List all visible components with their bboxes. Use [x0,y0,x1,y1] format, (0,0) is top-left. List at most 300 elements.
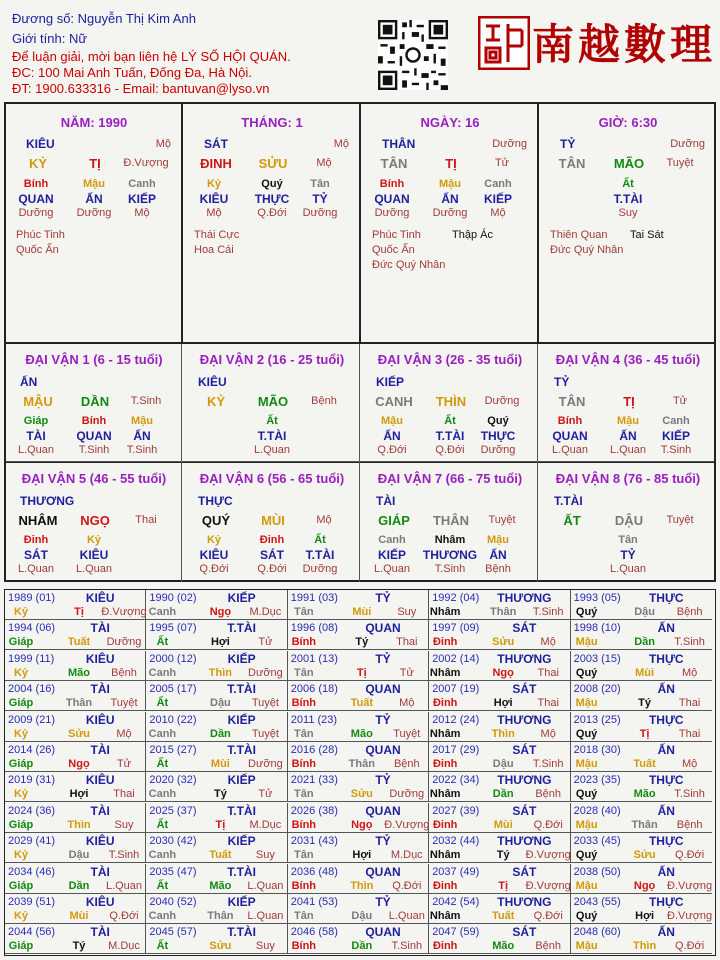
year-truong-sinh: Mộ [681,666,698,679]
year-can: Bính [291,758,317,770]
dai-van-thap-than: ẤN [20,375,38,389]
year-label: 1995 (07) [149,622,197,635]
hidden-stem-truong-sinh: T.Sinh [434,563,466,575]
year-chi: Thìn [491,727,515,740]
year-label: 2023 (35) [573,774,621,787]
year-cell[interactable] [288,864,429,894]
year-cell[interactable] [146,772,287,802]
year-thap-than: ẤN [657,864,675,879]
year-cell[interactable] [571,772,712,802]
year-cell[interactable] [146,803,287,833]
pillar-truong-sinh: Mộ [333,138,349,150]
year-cell[interactable] [5,651,146,681]
pillar-3 [362,104,539,344]
year-cell[interactable] [5,803,146,833]
year-cell[interactable] [5,590,146,620]
year-cell[interactable] [571,803,712,833]
year-thap-than: KIẾP [227,591,256,605]
year-label: 2006 (18) [290,683,338,696]
year-can: Giáp [8,697,34,710]
hidden-stem-thap-than: T.TÀI [305,548,335,562]
year-thap-than: ẤN [657,682,675,697]
year-truong-sinh: Đ.Vượng [667,910,713,922]
dai-van-truong-sinh: Thai [135,514,157,526]
year-thap-than: ẤN [657,621,675,636]
year-label: 2044 (56) [8,926,56,939]
year-cell[interactable] [288,833,429,863]
year-cell[interactable] [429,924,570,954]
dai-van-can: ẤT [563,513,581,528]
pillar-1 [6,104,183,344]
year-chi: Tuất [350,697,373,710]
hidden-stem: Bính [23,178,49,190]
year-thap-than: KIÊU [85,773,115,788]
year-cell[interactable] [288,712,429,742]
year-label: 2018 (30) [573,744,621,756]
year-cell[interactable] [288,742,429,772]
year-can: Canh [148,666,177,679]
year-truong-sinh: Suy [114,818,134,831]
year-cell[interactable] [146,833,287,863]
year-truong-sinh: T.Sinh [532,606,564,618]
year-label: 2046 (58) [290,926,338,939]
pillar-nap-am: Đ.Vượng [123,157,169,169]
hidden-stem: Mậu [617,415,639,427]
hidden-stem-truong-sinh: Mộ [134,207,150,219]
year-chi: Ngọ [68,758,90,770]
year-truong-sinh: Tử [116,758,132,770]
pillar-title: NĂM: 1990 [60,115,128,130]
hidden-stem: Canh [128,178,156,190]
year-chi: Thìn [67,818,91,831]
hidden-stem-thap-than: QUAN [552,429,588,443]
year-cell[interactable] [146,712,287,742]
hidden-stem: Mậu [381,415,403,427]
year-cell[interactable] [146,590,287,620]
pillar-chi: MÃO [613,156,645,171]
year-chi: Dần [351,940,373,953]
year-truong-sinh: L.Quan [247,879,284,892]
year-can: Ất [156,636,169,649]
dai-van-truong-sinh: Bệnh [311,395,337,407]
year-chi: Tị [215,818,226,831]
hidden-stem-truong-sinh: Q.Đới [257,207,287,219]
year-chi: Hợi [352,849,372,862]
year-label: 2008 (20) [573,683,621,696]
hidden-stem: Đinh [23,534,49,546]
year-can: Bính [291,818,317,831]
pillar-4 [540,104,717,344]
year-cell[interactable] [429,772,570,802]
year-cell[interactable] [288,924,429,954]
pillar-chi: SỬU [258,156,288,171]
year-truong-sinh: Q.Đới [109,910,139,922]
year-thap-than: QUAN [365,864,401,879]
year-thap-than: TÀI [90,682,110,697]
year-cell[interactable] [288,894,429,924]
year-thap-than: T.TÀI [227,803,256,818]
year-can: Giáp [8,758,34,770]
year-cell[interactable] [571,924,712,954]
year-cell[interactable] [571,651,712,681]
year-chi: Thân [631,818,658,831]
year-label: 2037 (49) [432,865,480,878]
year-cell[interactable] [571,590,712,620]
year-truong-sinh: Tuyệt [251,697,279,710]
year-can: Quý [575,849,598,862]
hidden-stem: Bính [379,178,405,190]
dai-van-title: ĐẠI VẬN 1 (6 - 15 tuổi) [25,352,163,367]
year-chi: Tị [74,606,84,618]
year-truong-sinh: Mộ [116,727,132,740]
year-thap-than: KIẾP [227,651,256,666]
year-chi: Sửu [492,636,515,649]
year-cell[interactable] [288,590,429,620]
hidden-stem-thap-than: KIÊU [199,192,229,206]
year-chi: Tý [638,697,652,710]
year-label: 2034 (46) [8,865,56,878]
year-truong-sinh: Dưỡng [389,788,425,801]
hidden-stem-thap-than: TỶ [620,548,636,562]
year-thap-than: SÁT [512,743,537,757]
dai-van-chi: TỊ [623,394,635,409]
gender-label: Giới tính: [12,31,66,46]
year-cell[interactable] [146,681,287,711]
year-cell[interactable] [146,651,287,681]
year-thap-than: T.TÀI [227,925,256,940]
year-cell[interactable] [429,651,570,681]
year-cell[interactable] [571,712,712,742]
year-truong-sinh: T.Sinh [391,940,423,953]
hidden-stem: Kỷ [86,534,102,546]
year-thap-than: ẤN [657,803,675,818]
year-cell[interactable] [571,864,712,894]
year-truong-sinh: Tuyệt [393,727,421,740]
year-cell[interactable] [571,742,712,772]
year-cell[interactable] [288,651,429,681]
dai-van-can: KỶ [206,394,226,409]
pillar-can: TÂN [558,156,586,171]
pillar-can: ĐINH [200,156,232,171]
year-label: 2015 (27) [149,744,197,756]
year-chi: Mùi [493,818,513,831]
year-chi: Mão [350,727,373,740]
hidden-stem-thap-than: SÁT [24,548,48,562]
hidden-stem: Mậu [439,178,461,190]
dai-van-truong-sinh: T.Sinh [130,395,162,407]
year-label: 2019 (31) [8,774,56,787]
year-thap-than: SÁT [512,621,537,636]
year-can: Mậu [575,636,598,649]
year-thap-than: KIẾP [227,834,256,849]
pillar-title: NGÀY: 16 [420,115,480,130]
hidden-stem-truong-sinh: T.Sinh [78,444,110,456]
dai-van-truong-sinh: Tuyệt [666,514,694,526]
year-cell[interactable] [429,894,570,924]
year-truong-sinh: M.Dục [390,849,423,862]
hidden-stem-thap-than: KIẾP [377,548,407,562]
year-truong-sinh: M.Dục [249,818,282,831]
year-cell[interactable] [146,924,287,954]
year-can: Giáp [8,940,34,953]
year-can: Ất [156,697,169,710]
year-cell[interactable] [146,620,287,650]
year-can: Canh [148,788,177,801]
year-cell[interactable] [5,864,146,894]
dai-van-thap-than: KIÊU [198,375,227,389]
hidden-stem: Bính [81,415,107,427]
hidden-stem-truong-sinh: Suy [618,207,638,219]
hidden-stem-thap-than: ẤN [489,548,507,562]
year-thap-than: THƯƠNG [497,834,552,849]
dai-van-truong-sinh: Tử [672,395,688,407]
hidden-stem-truong-sinh: Mộ [490,207,506,219]
year-thap-than: THỰC [648,712,684,727]
year-thap-than: KIẾP [227,712,256,727]
hidden-stem-thap-than: KIÊU [199,548,229,562]
year-cell[interactable] [288,803,429,833]
owner-label: Đương số: [12,11,78,26]
dai-van-can: GIÁP [378,513,410,528]
year-can: Quý [575,666,598,679]
year-label: 2047 (59) [432,926,480,939]
dai-van-title: ĐẠI VẬN 8 (76 - 85 tuổi) [555,471,701,486]
year-truong-sinh: Tuyệt [251,727,279,740]
year-label: 2030 (42) [149,835,197,848]
hidden-stem-truong-sinh: L.Quan [551,444,589,456]
dai-van-thap-than: TỶ [554,375,570,389]
year-cell[interactable] [5,620,146,650]
hidden-stem-thap-than: ẤN [441,192,459,206]
year-truong-sinh: Q.Đới [533,910,563,922]
hidden-stem-thap-than: T.TÀI [435,429,465,443]
year-cell[interactable] [571,833,712,863]
hidden-stem-truong-sinh: Q.Đới [257,563,287,575]
year-can: Canh [148,849,177,862]
year-thap-than: KIẾP [227,773,256,788]
year-label: 2035 (47) [149,865,197,878]
year-can: Đinh [432,879,458,892]
year-can: Tân [294,666,314,679]
hidden-stem-thap-than: TỶ [312,192,328,206]
year-label: 1993 (05) [573,592,621,604]
year-label: 2012 (24) [432,713,480,726]
year-truong-sinh: Thai [678,727,701,740]
year-truong-sinh: Q.Đới [674,849,705,862]
year-cell[interactable] [429,620,570,650]
year-truong-sinh: Suy [397,606,417,618]
year-chi: Hợi [635,910,655,922]
year-thap-than: QUAN [365,743,401,757]
year-truong-sinh: L.Quan [388,910,425,922]
year-chi: Dậu [68,849,90,862]
dai-van-title: ĐẠI VẬN 4 (36 - 45 tuổi) [555,352,701,367]
year-chi: Tý [213,788,227,801]
year-can: Tân [294,606,314,618]
dai-van-title: ĐẠI VẬN 6 (56 - 65 tuổi) [199,471,345,486]
year-can: Giáp [8,879,34,892]
year-can: Bính [291,636,317,649]
hidden-stem-truong-sinh: Dưỡng [374,207,410,219]
hidden-stem: Quý [261,178,283,190]
year-chi: Mùi [69,910,89,922]
year-label: 2048 (60) [573,926,621,939]
year-thap-than: TỶ [375,773,391,788]
year-label: 2025 (37) [149,804,197,817]
year-truong-sinh: Mộ [540,727,556,740]
year-label: 1992 (04) [432,592,480,604]
dai-van-can: MẬU [23,394,53,409]
year-thap-than: ẤN [657,925,675,940]
year-cell[interactable] [5,772,146,802]
year-cell[interactable] [146,894,287,924]
year-cell[interactable] [429,681,570,711]
dai-van-chi: DẬU [614,513,644,528]
dai-van-truong-sinh: Dưỡng [484,395,520,407]
year-thap-than: KIÊU [85,712,115,727]
year-truong-sinh: Thai [678,697,701,710]
year-can: Đinh [432,758,458,770]
year-cell[interactable] [288,681,429,711]
hidden-stem: Ất [444,415,456,427]
year-truong-sinh: Tuyệt [110,697,138,710]
than-sat: Thái Cực [194,229,240,241]
year-cell[interactable] [288,772,429,802]
year-label: 2032 (44) [432,835,480,848]
year-can: Giáp [8,636,34,649]
year-thap-than: SÁT [512,803,537,818]
year-can: Đinh [432,940,458,953]
pillar-chi: TỊ [445,156,457,171]
year-thap-than: TÀI [90,925,110,940]
year-cell[interactable] [429,803,570,833]
hidden-stem-truong-sinh: Mộ [206,207,222,219]
year-truong-sinh: Đ.Vượng [101,606,147,618]
dai-van-5 [6,463,183,582]
year-thap-than: TÀI [90,621,110,636]
year-truong-sinh: Q.Đới [533,818,563,831]
year-thap-than: THƯƠNG [497,651,552,666]
qr-code-icon[interactable] [378,20,448,90]
hidden-stem-truong-sinh: Q.Đới [199,563,229,575]
year-thap-than: THỰC [648,895,684,909]
year-chi: Sửu [67,727,91,740]
year-truong-sinh: Bệnh [535,788,562,801]
hidden-stem-thap-than: QUAN [18,192,54,206]
year-cell[interactable] [429,864,570,894]
dai-van-chi: THÂN [432,513,470,528]
year-truong-sinh: T.Sinh [674,788,705,801]
year-cell[interactable] [288,620,429,650]
year-truong-sinh: Đ.Vượng [525,879,571,892]
year-cell[interactable] [429,742,570,772]
year-cell[interactable] [5,681,146,711]
year-can: Ất [156,940,169,953]
year-chi: Mùi [210,758,230,770]
year-cell[interactable] [5,894,146,924]
year-label: 2002 (14) [432,652,480,665]
dai-van-chi: MÙI [261,513,285,528]
year-thap-than: KIẾP [227,895,256,909]
hidden-stem-truong-sinh: L.Quan [609,563,647,575]
phone-email-line[interactable]: ĐT: 1900.633316 - Email: bantuvan@lyso.vn [12,81,270,96]
year-cell[interactable] [571,894,712,924]
year-truong-sinh: Suy [255,849,275,862]
hidden-stem-thap-than: KIÊU [79,548,109,562]
year-label: 2000 (12) [149,652,197,665]
year-cell[interactable] [571,620,712,650]
year-cell[interactable] [5,712,146,742]
year-thap-than: THỰC [648,651,684,666]
year-label: 2016 (28) [290,744,338,756]
hidden-stem: Canh [484,178,512,190]
year-truong-sinh: Dưỡng [248,666,283,679]
year-label: 1999 (11) [8,652,55,665]
year-label: 2004 (16) [8,683,56,696]
year-cell[interactable] [429,833,570,863]
year-thap-than: THƯƠNG [497,773,552,788]
year-thap-than: THƯƠNG [497,591,552,605]
year-thap-than: KIÊU [85,591,115,605]
hidden-stem-truong-sinh: Dưỡng [76,207,112,219]
year-cell[interactable] [146,742,287,772]
year-thap-than: T.TÀI [227,621,256,636]
year-can: Bính [291,879,317,892]
year-label: 2043 (55) [573,896,621,908]
year-cell[interactable] [429,712,570,742]
year-chi: Dậu [351,910,373,922]
year-label: 2041 (53) [290,896,338,908]
year-can: Mậu [575,758,598,770]
pillar-chi: TỊ [89,156,101,171]
dai-van-thap-than: THỰC [198,494,233,508]
hidden-stem: Canh [378,534,406,546]
year-label: 2029 (41) [8,835,56,848]
year-chi: Thân [490,606,517,618]
hidden-stem: Kỷ [206,178,222,190]
hidden-stem-truong-sinh: Dưỡng [480,444,516,456]
year-truong-sinh: M.Dục [108,940,140,953]
year-chi: Tuất [67,636,91,649]
year-cell[interactable] [5,742,146,772]
year-can: Nhâm [429,849,461,862]
year-truong-sinh: Bệnh [676,606,703,618]
year-cell[interactable] [146,864,287,894]
year-label: 2026 (38) [290,804,338,817]
year-cell[interactable] [571,681,712,711]
hidden-stem-truong-sinh: Q.Đới [435,444,465,456]
hidden-stem-thap-than: ẤN [619,429,637,443]
year-can: Ất [156,758,169,770]
year-thap-than: TỶ [375,651,391,666]
year-thap-than: TỶ [375,895,391,909]
gender-value: Nữ [68,31,88,46]
hidden-stem: Tân [310,178,330,190]
year-thap-than: T.TÀI [227,864,256,879]
year-label: 2014 (26) [8,744,56,756]
year-cell[interactable] [429,590,570,620]
year-truong-sinh: Mộ [681,758,698,770]
year-label: 2045 (57) [149,926,197,939]
year-label: 1991 (03) [290,592,338,604]
pillar-thap-than: SÁT [204,137,228,151]
than-sat: Thiên Quan [550,229,608,241]
year-cell[interactable] [5,924,146,954]
pillar-truong-sinh: Mộ [155,138,171,150]
year-chi: Mão [209,879,232,892]
year-chi: Dần [492,788,514,801]
year-cell[interactable] [5,833,146,863]
